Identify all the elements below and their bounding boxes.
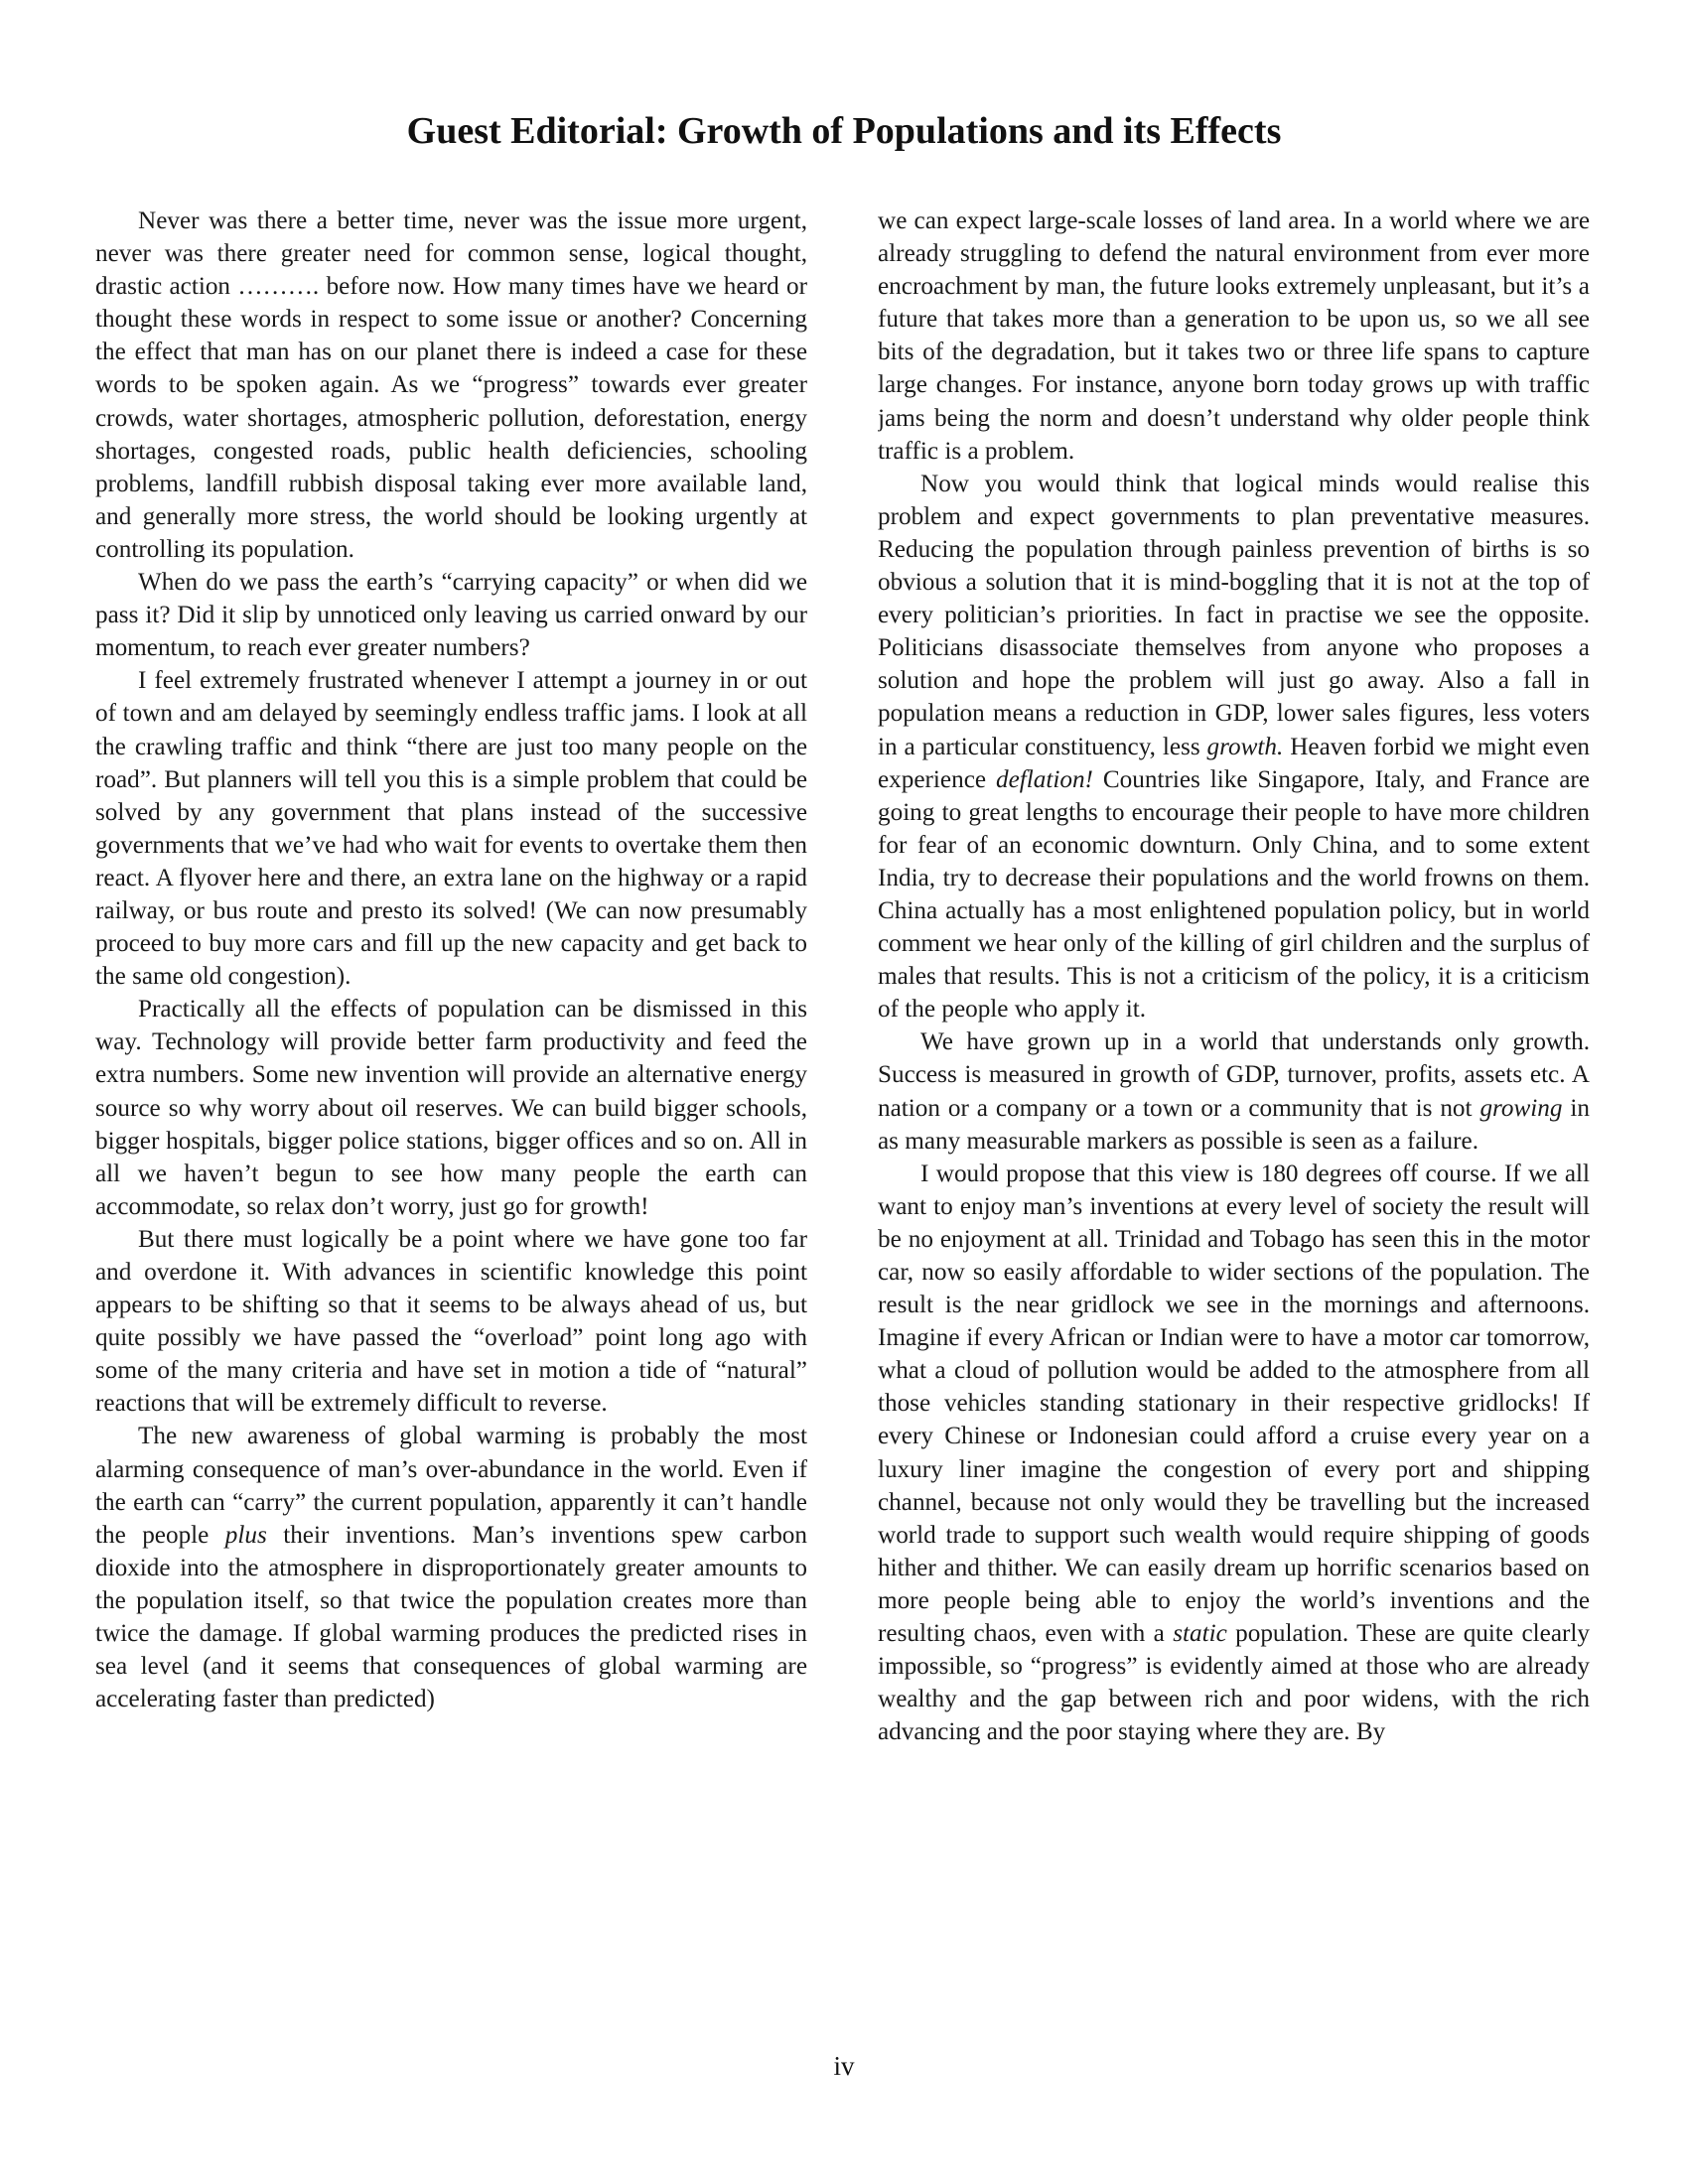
text-run: I would propose that this view is 180 degrees off course. If we all want to enjoy man’s inventions at every level of society the result will be no enjoyment at all. Trinidad and Tobago has seen this in the motor car, now so easily affordable to wider sections of the population. The result is the near gridlock we see in the mornings and afternoons. Imagine if every African or Indian were to have a motor car tomorrow, what a cloud of pollution would be added to the atmosphere from all those vehicles standing stationary in their respective gridlocks! If every Chinese or Indonesian could afford a cruise every year on a luxury liner imagine the congestion of every port and shipping channel, because not only would they be travelling but the increased world trade to support such wealth would require shipping of goods hither and thither. We can easily dream up horrific scenarios based on more people being able to enjoy the world’s inventions and the resulting chaos, even with a: [878, 1160, 1590, 1648]
emphasis: plus: [224, 1521, 267, 1549]
right-column: [878, 205, 1590, 2021]
paragraph: [95, 1420, 807, 1715]
paragraph: we can expect large-scale losses of land area. In a world where we are already struggling to defend the natural environment from ever more encroachment by man, the future looks extremely unpleasant, but it’s a future that takes more than a generation to be upon us, so we all see bits of the degradation, but it takes two or three life spans to capture large changes. For instance, anyone born today grows up with traffic jams being the norm and doesn’t understand why older people think traffic is a problem.: [878, 207, 1590, 465]
text-run: Heaven forbid we might even experience: [878, 733, 1590, 793]
emphasis: growth.: [1206, 733, 1284, 760]
text-run: in as many measurable markers as possible is seen as a failure.: [878, 1094, 1590, 1155]
paragraph: Practically all the effects of population can be dismissed in this way. Technology will provide better farm productivity and feed the extra numbers. Some new invention will provide an alternative energy source so why worry about oil reserves. We can build bigger schools, bigger hospitals, bigger police stations, bigger offices and so on. All in all we haven’t begun to see how many people the earth can accommodate, so relax don’t worry, just go for growth!: [95, 996, 807, 1220]
left-column: [95, 205, 807, 2021]
page-number: iv: [833, 2051, 855, 2081]
text-run: their inventions. Man’s inventions spew carbon dioxide into the atmosphere in disproportionately greater amounts to the population itself, so that twice the population creates more than twice the damage. If global warming produces the predicted rises in sea level (and it seems that consequences of global warming are accelerating faster than predicted): [95, 1521, 807, 1713]
text-run: Countries like Singapore, Italy, and France are going to great lengths to encourage their people to have more children for fear of an economic downturn. Only China, and to some extent India, try to decrease their populations and the world frowns on them. China actually has a most enlightened population policy, but in world comment we hear only of the killing of girl children and the surplus of males that results. This is not a criticism of the policy, it is a criticism of the people who apply it.: [878, 765, 1590, 1024]
paragraph: [878, 468, 1590, 1026]
text-run: The new awareness of global warming is probably the most alarming consequence of man’s over-abundance in the world. Even if the earth can “carry” the current population, apparently it can’t handle the people: [95, 1423, 807, 1549]
paragraph: When do we pass the earth’s “carrying capacity” or when did we pass it? Did it slip by unnoticed only leaving us carried onward by our momentum, to reach ever greater numbers?: [95, 569, 807, 662]
paragraph: But there must logically be a point where we have gone too far and overdone it. With advances in scientific knowledge this point appears to be shifting so that it seems to be always ahead of us, but quite possibly we have passed the “overload” point long ago with some of the many criteria and have set in motion a tide of “natural” reactions that will be extremely difficult to reverse.: [95, 1225, 807, 1418]
emphasis: deflation!: [996, 765, 1093, 793]
emphasis: static: [1173, 1620, 1227, 1648]
text-run: We have grown up in a world that understands only growth. Success is measured in growth of GDP, turnover, profits, assets etc. A nation or a company or a town or a community that is not: [878, 1028, 1590, 1122]
text-run: Now you would think that logical minds would realise this problem and expect governments to plan preventative measures. Reducing the population through painless prevention of births is so obvious a solution that it is mind-boggling that it is not at the top of every politician’s priorities. In fact in practise we see the opposite. Politicians disassociate themselves from anyone who proposes a solution and hope the problem will just go away. Also a fall in population means a reduction in GDP, lower sales figures, less voters in a particular constituency, less: [878, 470, 1590, 760]
page-title: Guest Editorial: Growth of Populations and its Effects: [406, 110, 1282, 152]
paragraph: [878, 1025, 1590, 1157]
emphasis: growing: [1479, 1094, 1563, 1122]
paragraph: [878, 1158, 1590, 1749]
text-run: population. These are quite clearly impossible, so “progress” is evidently aimed at those who are already wealthy and the gap between rich and poor widens, with the rich advancing and the poor staying where they are. By: [878, 1620, 1590, 1746]
paragraph: Never was there a better time, never was the issue more urgent, never was there greater need for common sense, logical thought, drastic action ………. before now. How many times have we heard or thought these words in respect to some issue or another? Concerning the effect that man has on our planet there is indeed a case for these words to be spoken again. As we “progress” towards ever greater crowds, water shortages, atmospheric pollution, deforestation, energy shortages, congested roads, public health deficiencies, schooling problems, landfill rubbish disposal taking ever more available land, and generally more stress, the world should be looking urgently at controlling its population.: [95, 207, 807, 563]
paragraph: I feel extremely frustrated whenever I attempt a journey in or out of town and am delayed by seemingly endless traffic jams. I look at all the crawling traffic and think “there are just too many people on the road”. But planners will tell you this is a simple problem that could be solved by any government that plans instead of the successive governments that we’ve had who wait for events to overtake them then react. A flyover here and there, an extra lane on the highway or a rapid railway, or bus route and presto its solved! (We can now presumably proceed to buy more cars and fill up the new capacity and get back to the same old congestion).: [95, 667, 807, 991]
